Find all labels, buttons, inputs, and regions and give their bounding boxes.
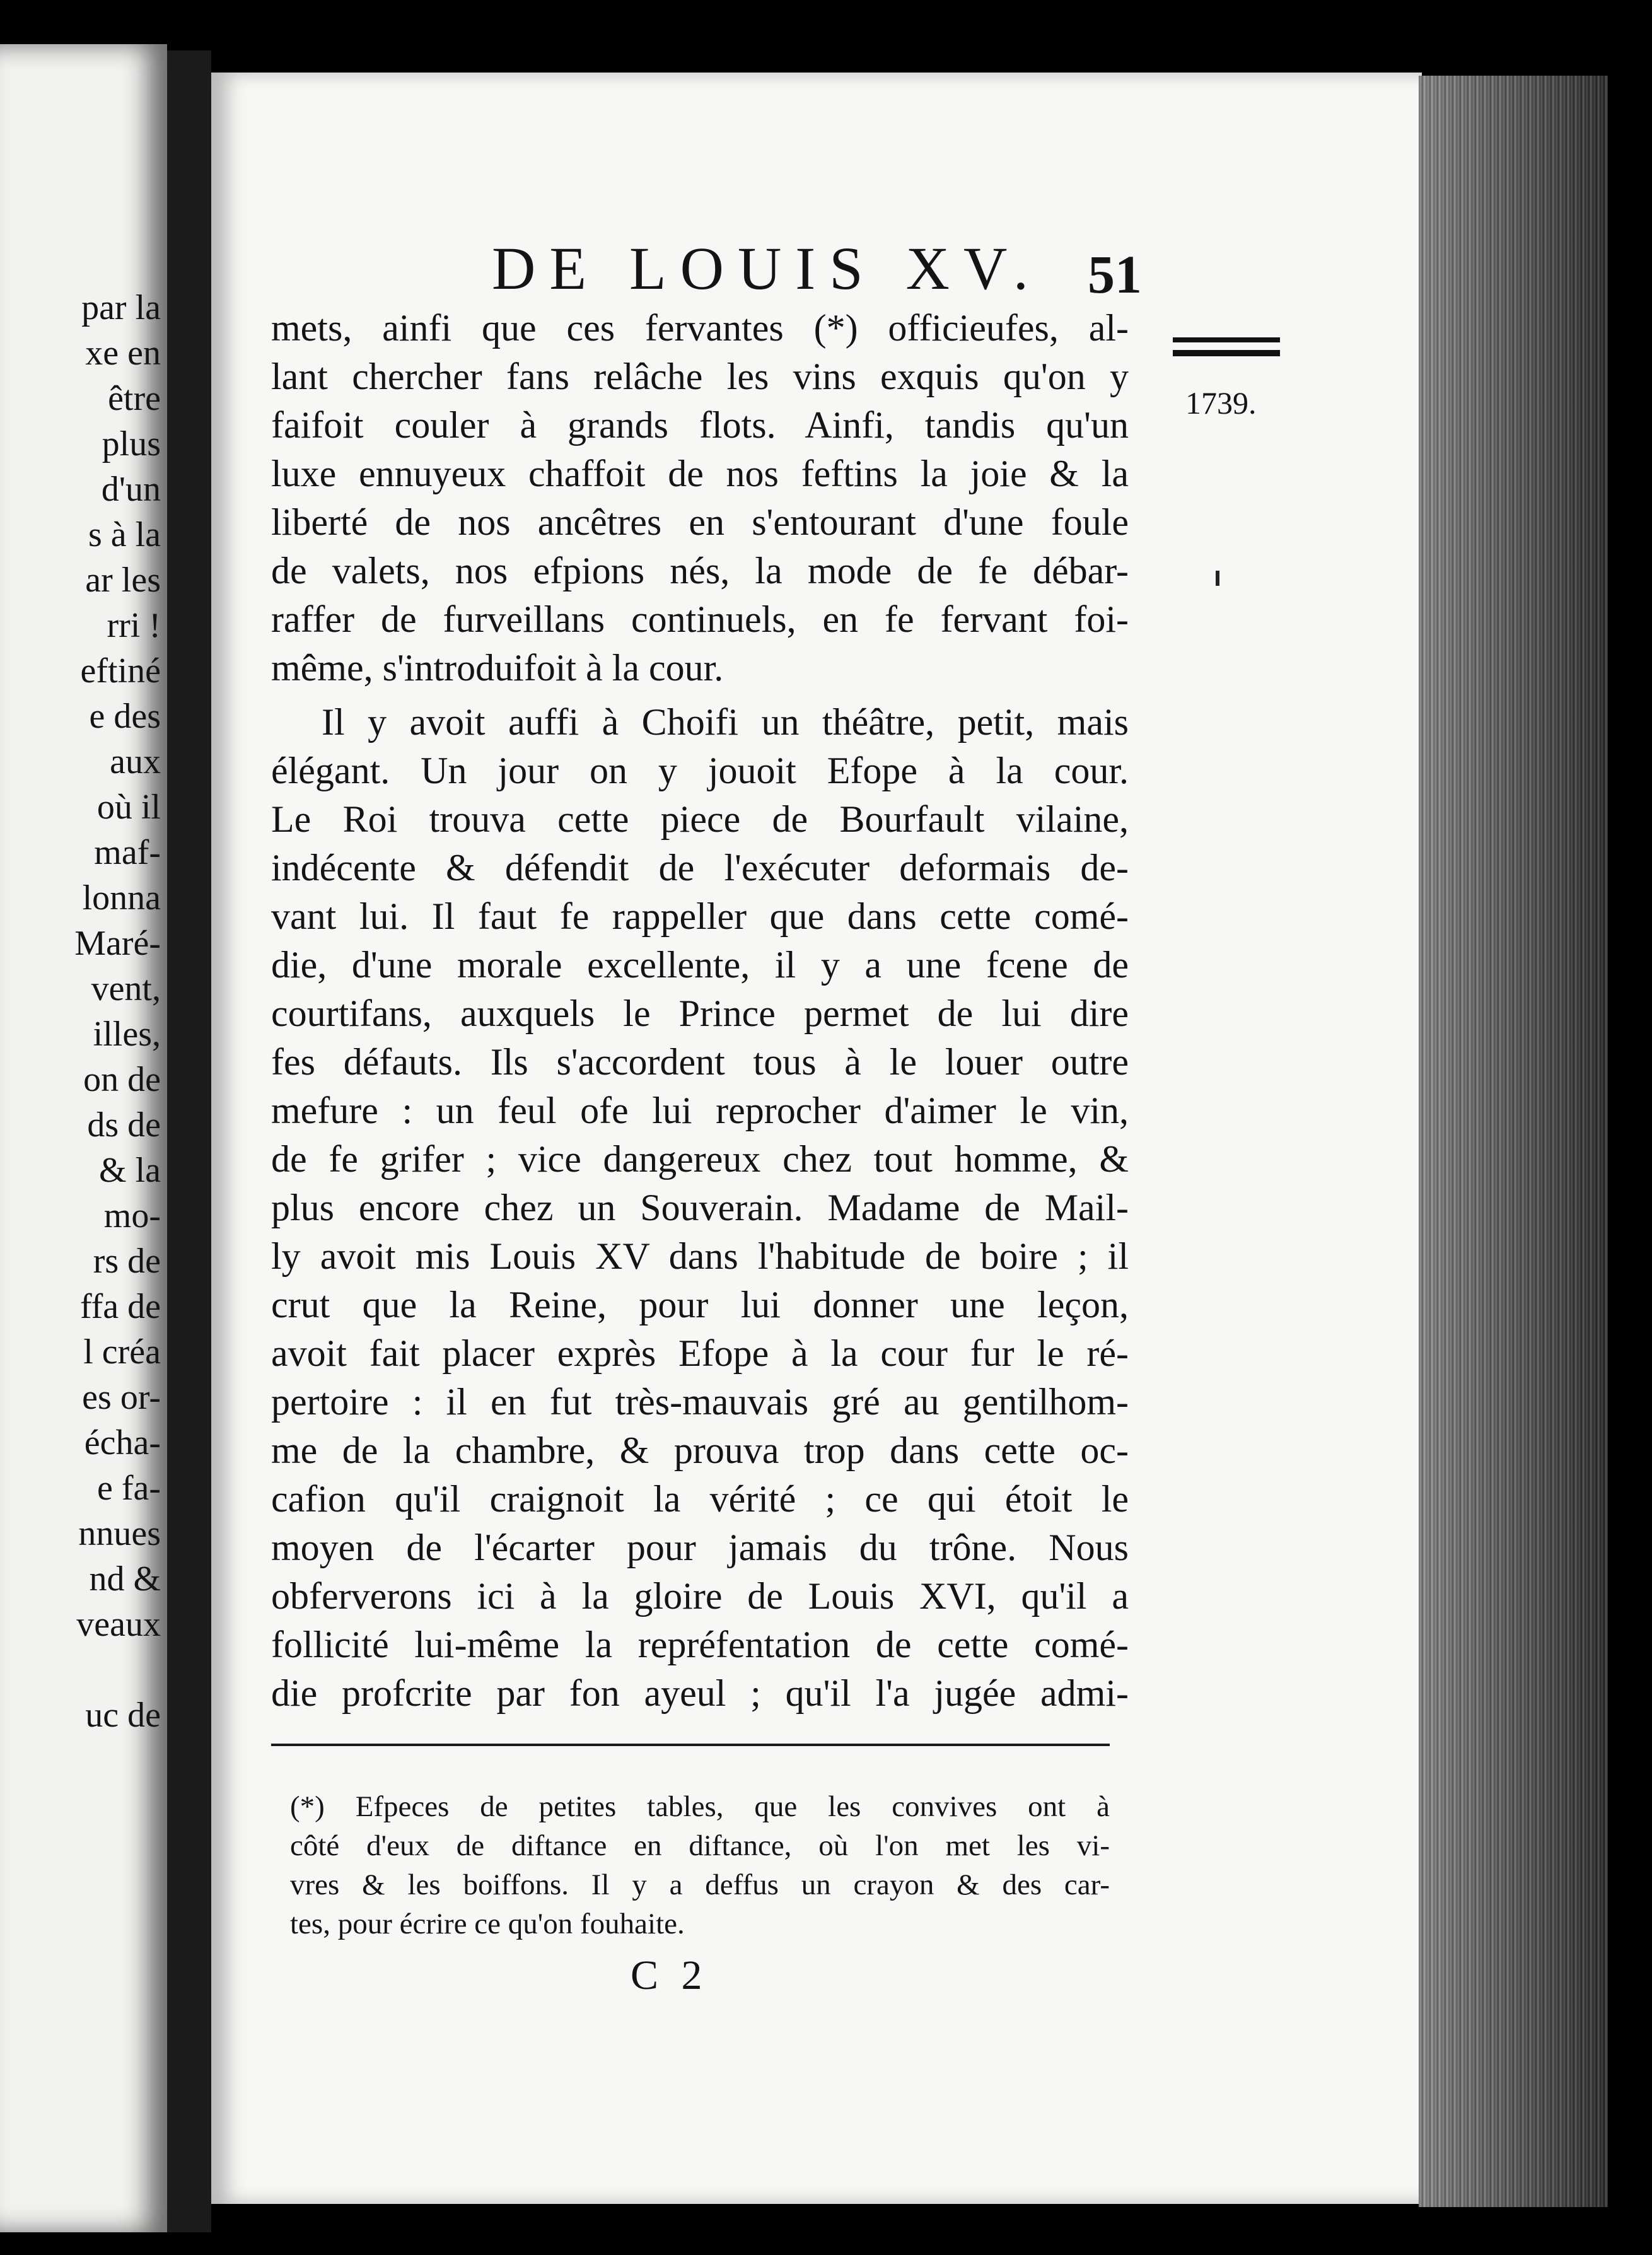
footnote-line: côté d'eux de diftance en diftance, où l'on met les vi- bbox=[290, 1829, 1110, 1862]
left-line: plus bbox=[102, 424, 161, 463]
left-line: on de bbox=[83, 1060, 161, 1099]
body-line: avoit fait placer exprès Efope à la cour fur le ré- bbox=[271, 1332, 1129, 1374]
body-line: élégant. Un jour on y jouoit Efope à la cour. bbox=[271, 750, 1129, 791]
body-line: de fe grifer ; vice dangereux chez tout homme, & bbox=[271, 1138, 1129, 1180]
page-edges bbox=[1419, 76, 1608, 2207]
body-line: obferverons ici à la gloire de Louis XVI, qu'il a bbox=[271, 1575, 1129, 1617]
left-line: l créa bbox=[83, 1332, 161, 1372]
body-line: lant chercher fans relâche les vins exquis qu'on y bbox=[271, 356, 1129, 397]
left-line: mo- bbox=[103, 1196, 161, 1235]
body-line: indécente & défendit de l'exécuter deformais de- bbox=[271, 847, 1129, 889]
body-line: faifoit couler à grands flots. Ainfi, tandis qu'un bbox=[271, 404, 1129, 446]
body-line: me de la chambre, & prouva trop dans cette oc- bbox=[271, 1430, 1129, 1471]
left-line: illes, bbox=[93, 1015, 161, 1054]
left-line: xe en bbox=[85, 334, 161, 373]
left-line: nnues bbox=[78, 1514, 161, 1553]
body-line: de valets, nos efpions nés, la mode de fe débar- bbox=[271, 550, 1129, 591]
left-line: rs de bbox=[93, 1242, 161, 1281]
body-line: plus encore chez un Souverain. Madame de Mail- bbox=[271, 1187, 1129, 1228]
left-line: uc de bbox=[85, 1696, 161, 1735]
page-number: 51 bbox=[1088, 244, 1142, 305]
body-line: ly avoit mis Louis XV dans l'habitude de boire ; il bbox=[271, 1235, 1129, 1277]
left-line: es or- bbox=[82, 1378, 161, 1417]
left-line: e fa- bbox=[96, 1469, 161, 1508]
footnote-rule bbox=[271, 1744, 1110, 1746]
left-line: e des bbox=[89, 697, 161, 736]
left-line: rri ! bbox=[107, 606, 161, 645]
body-line: pertoire : il en fut très-mauvais gré au gentilhom- bbox=[271, 1381, 1129, 1423]
left-line: s à la bbox=[88, 515, 161, 554]
left-line: lonna bbox=[82, 878, 161, 918]
body-line: die profcrite par fon ayeul ; qu'il l'a jugée admi- bbox=[271, 1672, 1129, 1714]
footnote-line: tes, pour écrire ce qu'on fouhaite. bbox=[290, 1908, 685, 1940]
footnote-line: vres & les boiffons. Il y a deffus un crayon & des car- bbox=[290, 1868, 1110, 1901]
left-line: ffa de bbox=[80, 1287, 161, 1326]
left-line: maf- bbox=[94, 833, 161, 872]
body-line: Il y avoit auffi à Choifi un théâtre, petit, mais bbox=[322, 701, 1129, 743]
margin-rule bbox=[1173, 337, 1280, 356]
body-line: cafion qu'il craignoit la vérité ; ce qui étoit le bbox=[271, 1478, 1129, 1520]
left-line: ar les bbox=[85, 561, 161, 600]
left-line: d'un bbox=[101, 470, 161, 509]
left-line: par la bbox=[81, 288, 161, 327]
left-line: Maré- bbox=[74, 924, 161, 963]
left-line: où il bbox=[96, 788, 161, 827]
left-line: aux bbox=[110, 742, 161, 781]
left-line: veaux bbox=[76, 1605, 161, 1644]
body-line: luxe ennuyeux chaffoit de nos feftins la joie & la bbox=[271, 453, 1129, 494]
body-line: raffer de furveillans continuels, en fe fervant foi- bbox=[271, 598, 1129, 640]
left-line: ds de bbox=[87, 1105, 161, 1145]
body-line: liberté de nos ancêtres en s'entourant d'une foule bbox=[271, 501, 1129, 543]
running-head: DE LOUIS XV. bbox=[492, 235, 1042, 302]
left-line: écha- bbox=[84, 1423, 161, 1462]
body-line: moyen de l'écarter pour jamais du trône. Nous bbox=[271, 1527, 1129, 1568]
body-line: mets, ainfi que ces fervantes (*) officieufes, al- bbox=[271, 307, 1129, 349]
footnote-line: (*) Efpeces de petites tables, que les convives ont à bbox=[290, 1790, 1110, 1823]
body-line: crut que la Reine, pour lui donner une leçon, bbox=[271, 1284, 1129, 1326]
margin-year: 1739. bbox=[1185, 385, 1257, 421]
signature-mark: C 2 bbox=[631, 1952, 709, 1998]
body-line: die, d'une morale excellente, il y a une fcene de bbox=[271, 944, 1129, 986]
body-line: vant lui. Il faut fe rappeller que dans cette comé- bbox=[271, 895, 1129, 937]
book-gutter bbox=[167, 50, 211, 2232]
left-line: & la bbox=[99, 1151, 161, 1190]
left-line: vent, bbox=[91, 969, 161, 1008]
body-line: mefure : un feul ofe lui reprocher d'aimer le vin, bbox=[271, 1090, 1129, 1131]
left-line: eftiné bbox=[80, 651, 161, 690]
body-line: même, s'introduifoit à la cour. bbox=[271, 647, 724, 689]
margin-mark bbox=[1216, 571, 1219, 586]
facing-page-left bbox=[0, 44, 167, 2232]
left-line: nd & bbox=[89, 1559, 161, 1599]
body-line: courtifans, auxquels le Prince permet de lui dire bbox=[271, 993, 1129, 1034]
body-line: fes défauts. Ils s'accordent tous à le louer outre bbox=[271, 1041, 1129, 1083]
left-line: être bbox=[108, 379, 161, 418]
body-line: follicité lui-même la repréfentation de cette comé- bbox=[271, 1624, 1129, 1665]
body-line: Le Roi trouva cette piece de Bourfault vilaine, bbox=[271, 798, 1129, 840]
